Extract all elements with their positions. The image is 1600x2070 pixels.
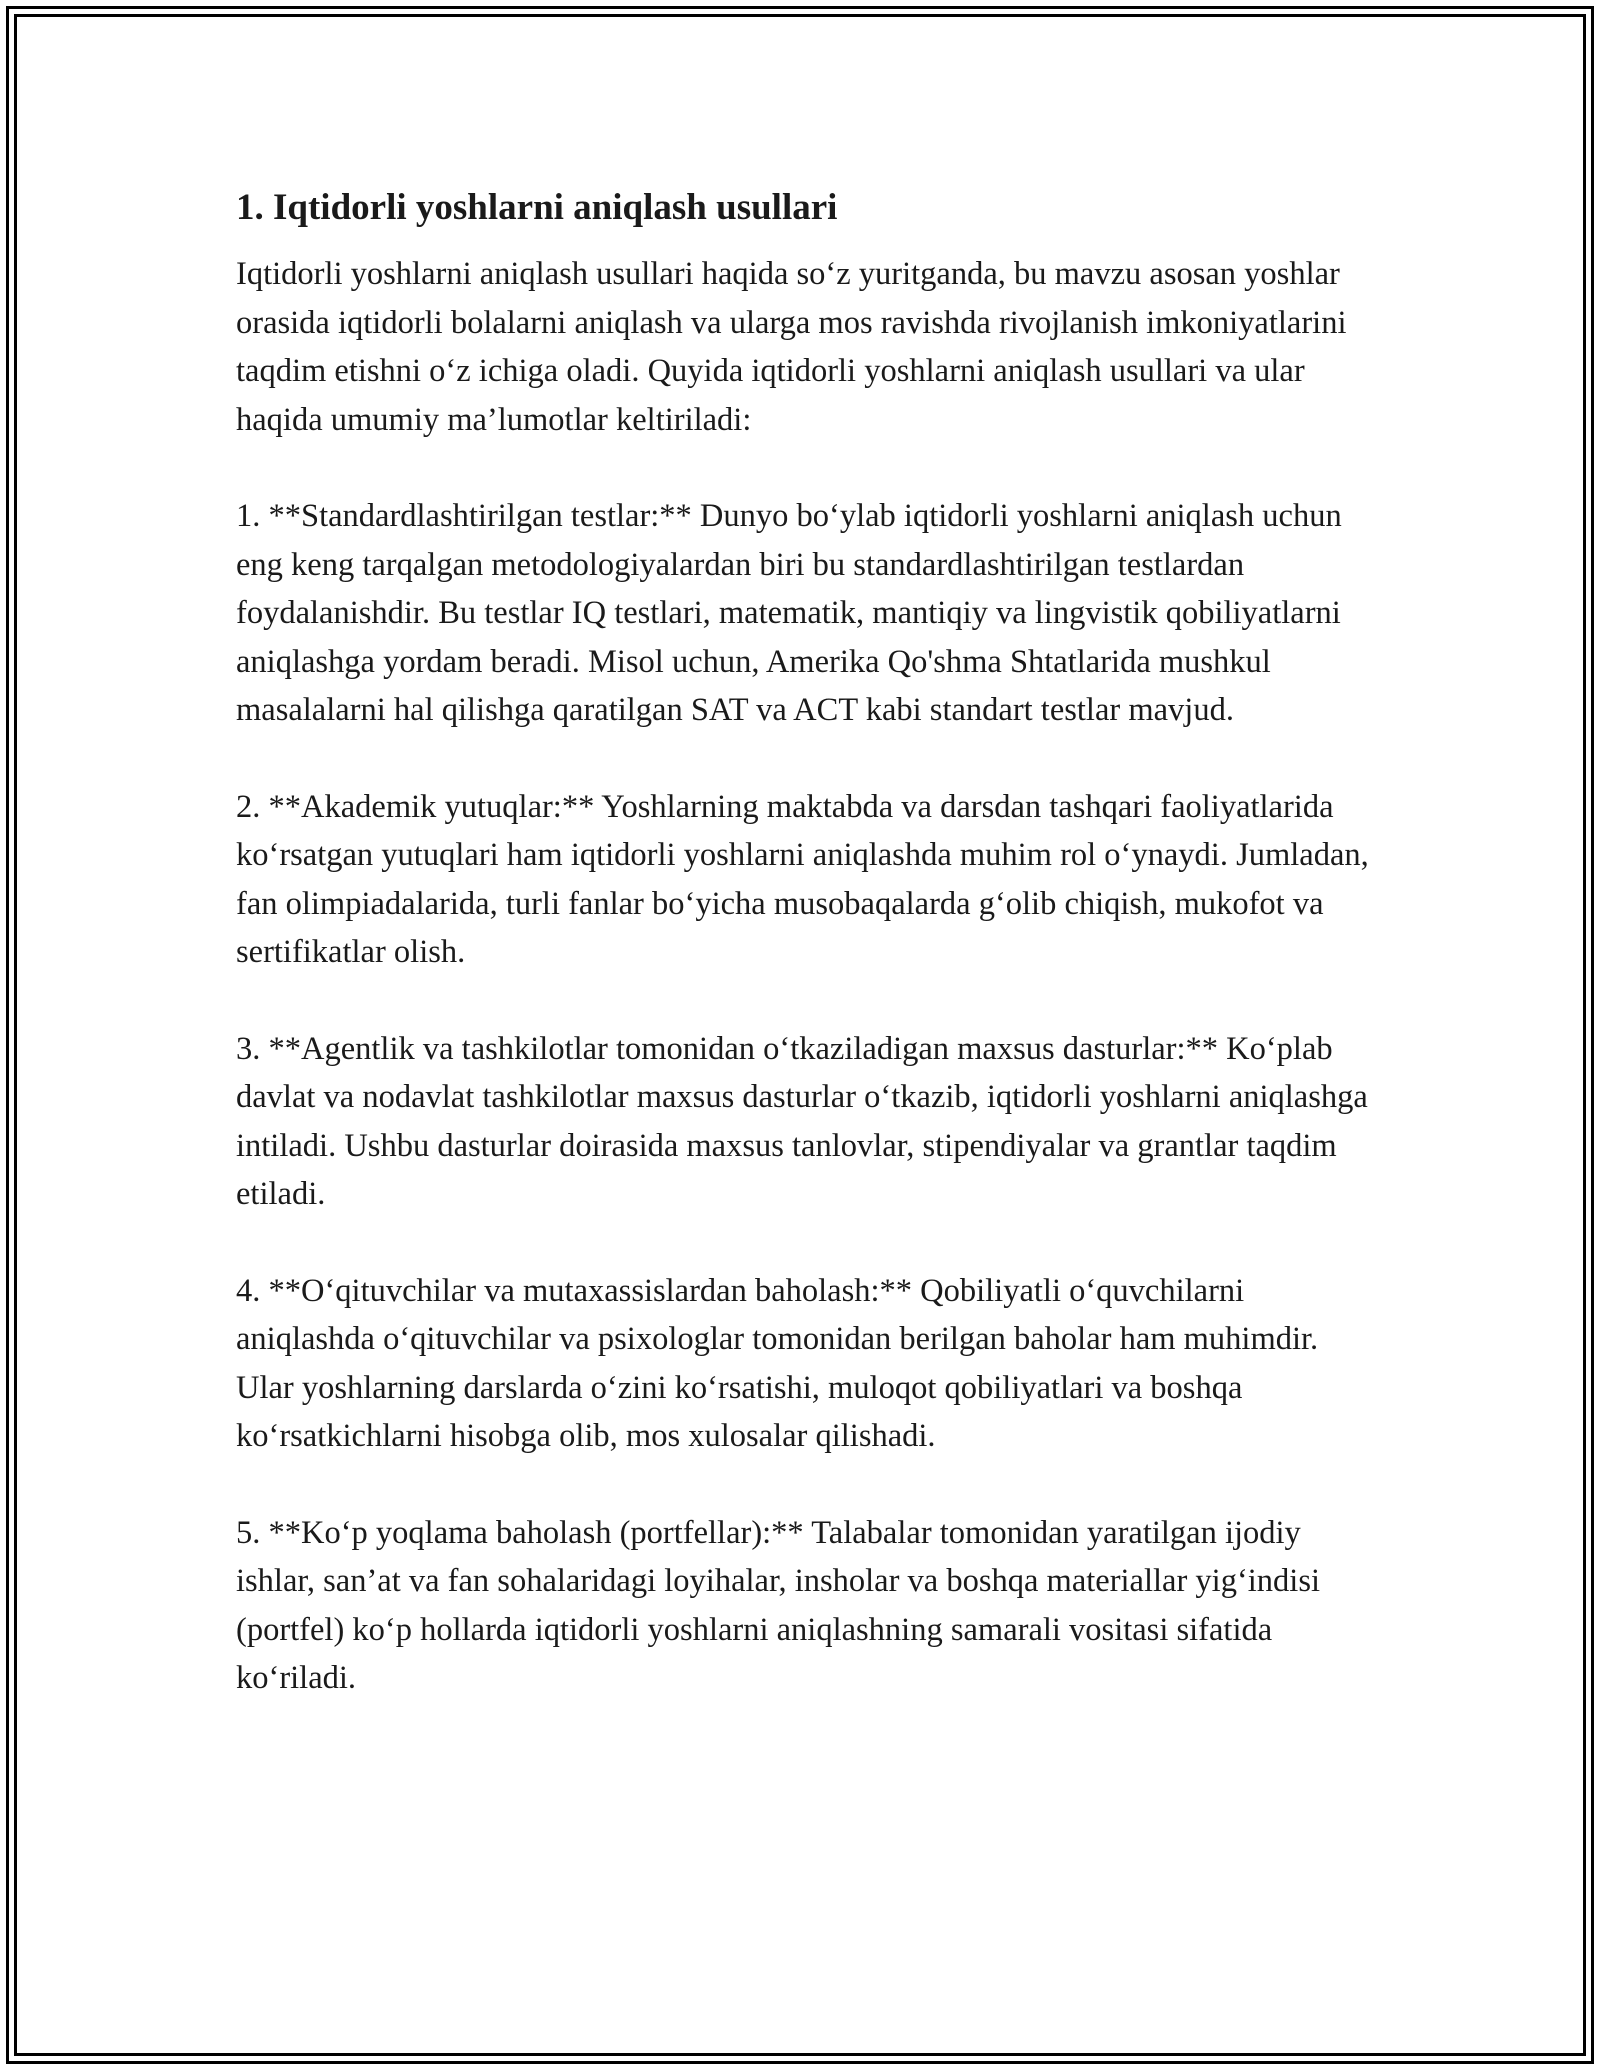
section-heading: 1. Iqtidorli yoshlarni aniqlash usullari (236, 187, 838, 228)
list-item-standardized-tests: 1. **Standardlashtirilgan testlar:** Dunyo bo‘ylab iqtidorli yoshlarni aniqlash uchun eng keng tarqalgan metodologiyalardan biri bu standardlashtirilgan testlardan foydalanishdir. Bu testlar IQ testlari, matematik, mantiqiy va lingvistik qobiliyatlarni aniqlashga yordam beradi. Misol uchun, Amerika Qo'shma Shtatlarida mushkul masalalarni hal qilishga qaratilgan SAT va ACT kabi standart testlar mavjud. (236, 498, 1342, 729)
list-item-special-programs: 3. **Agentlik va tashkilotlar tomonidan o‘tkaziladigan maxsus dasturlar:** Ko‘plab davlat va nodavlat tashkilotlar maxsus dasturlar o‘tkazib, iqtidorli yoshlarni aniqlashga intiladi. Ushbu dasturlar doirasida maxsus tanlovlar, stipendiyalar va grantlar taqdim etiladi. (236, 1030, 1368, 1213)
list-item-academic-achievements: 2. **Akademik yutuqlar:** Yoshlarning maktabda va darsdan tashqari faoliyatlarida ko‘rsatgan yutuqlari ham iqtidorli yoshlarni aniqlashda muhim rol o‘ynaydi. Jumladan, fan olimpiadalarida, turli fanlar bo‘yicha musobaqalarda g‘olib chiqish, mukofot va sertifikatlar olish. (236, 788, 1369, 971)
document-body (236, 186, 1376, 1751)
list-item-portfolio-assessment: 5. **Ko‘p yoqlama baholash (portfellar):** Talabalar tomonidan yaratilgan ijodiy ishlar, san’at va fan sohalaridagi loyihalar, insholar va boshqa materiallar yig‘indisi (portfel) ko‘p hollarda iqtidorli yoshlarni aniqlashning samarali vositasi sifatida ko‘riladi. (236, 1514, 1321, 1697)
intro-paragraph: Iqtidorli yoshlarni aniqlash usullari haqida so‘z yuritganda, bu mavzu asosan yoshlar orasida iqtidorli bolalarni aniqlash va ularga mos ravishda rivojlanish imkoniyatlarini taqdim etishni o‘z ichiga oladi. Quyida iqtidorli yoshlarni aniqlash usullari va ular haqida umumiy ma’lumotlar keltiriladi: (236, 256, 1347, 438)
list-item-teacher-assessment: 4. **O‘qituvchilar va mutaxassislardan baholash:** Qobiliyatli o‘quvchilarni aniqlashda o‘qituvchilar va psixologlar tomonidan berilgan baholar ham muhimdir. Ular yoshlarning darslarda o‘zini ko‘rsatishi, muloqot qobiliyatlari va boshqa ko‘rsatkichlarni hisobga olib, mos xulosalar qilishadi. (236, 1272, 1319, 1455)
